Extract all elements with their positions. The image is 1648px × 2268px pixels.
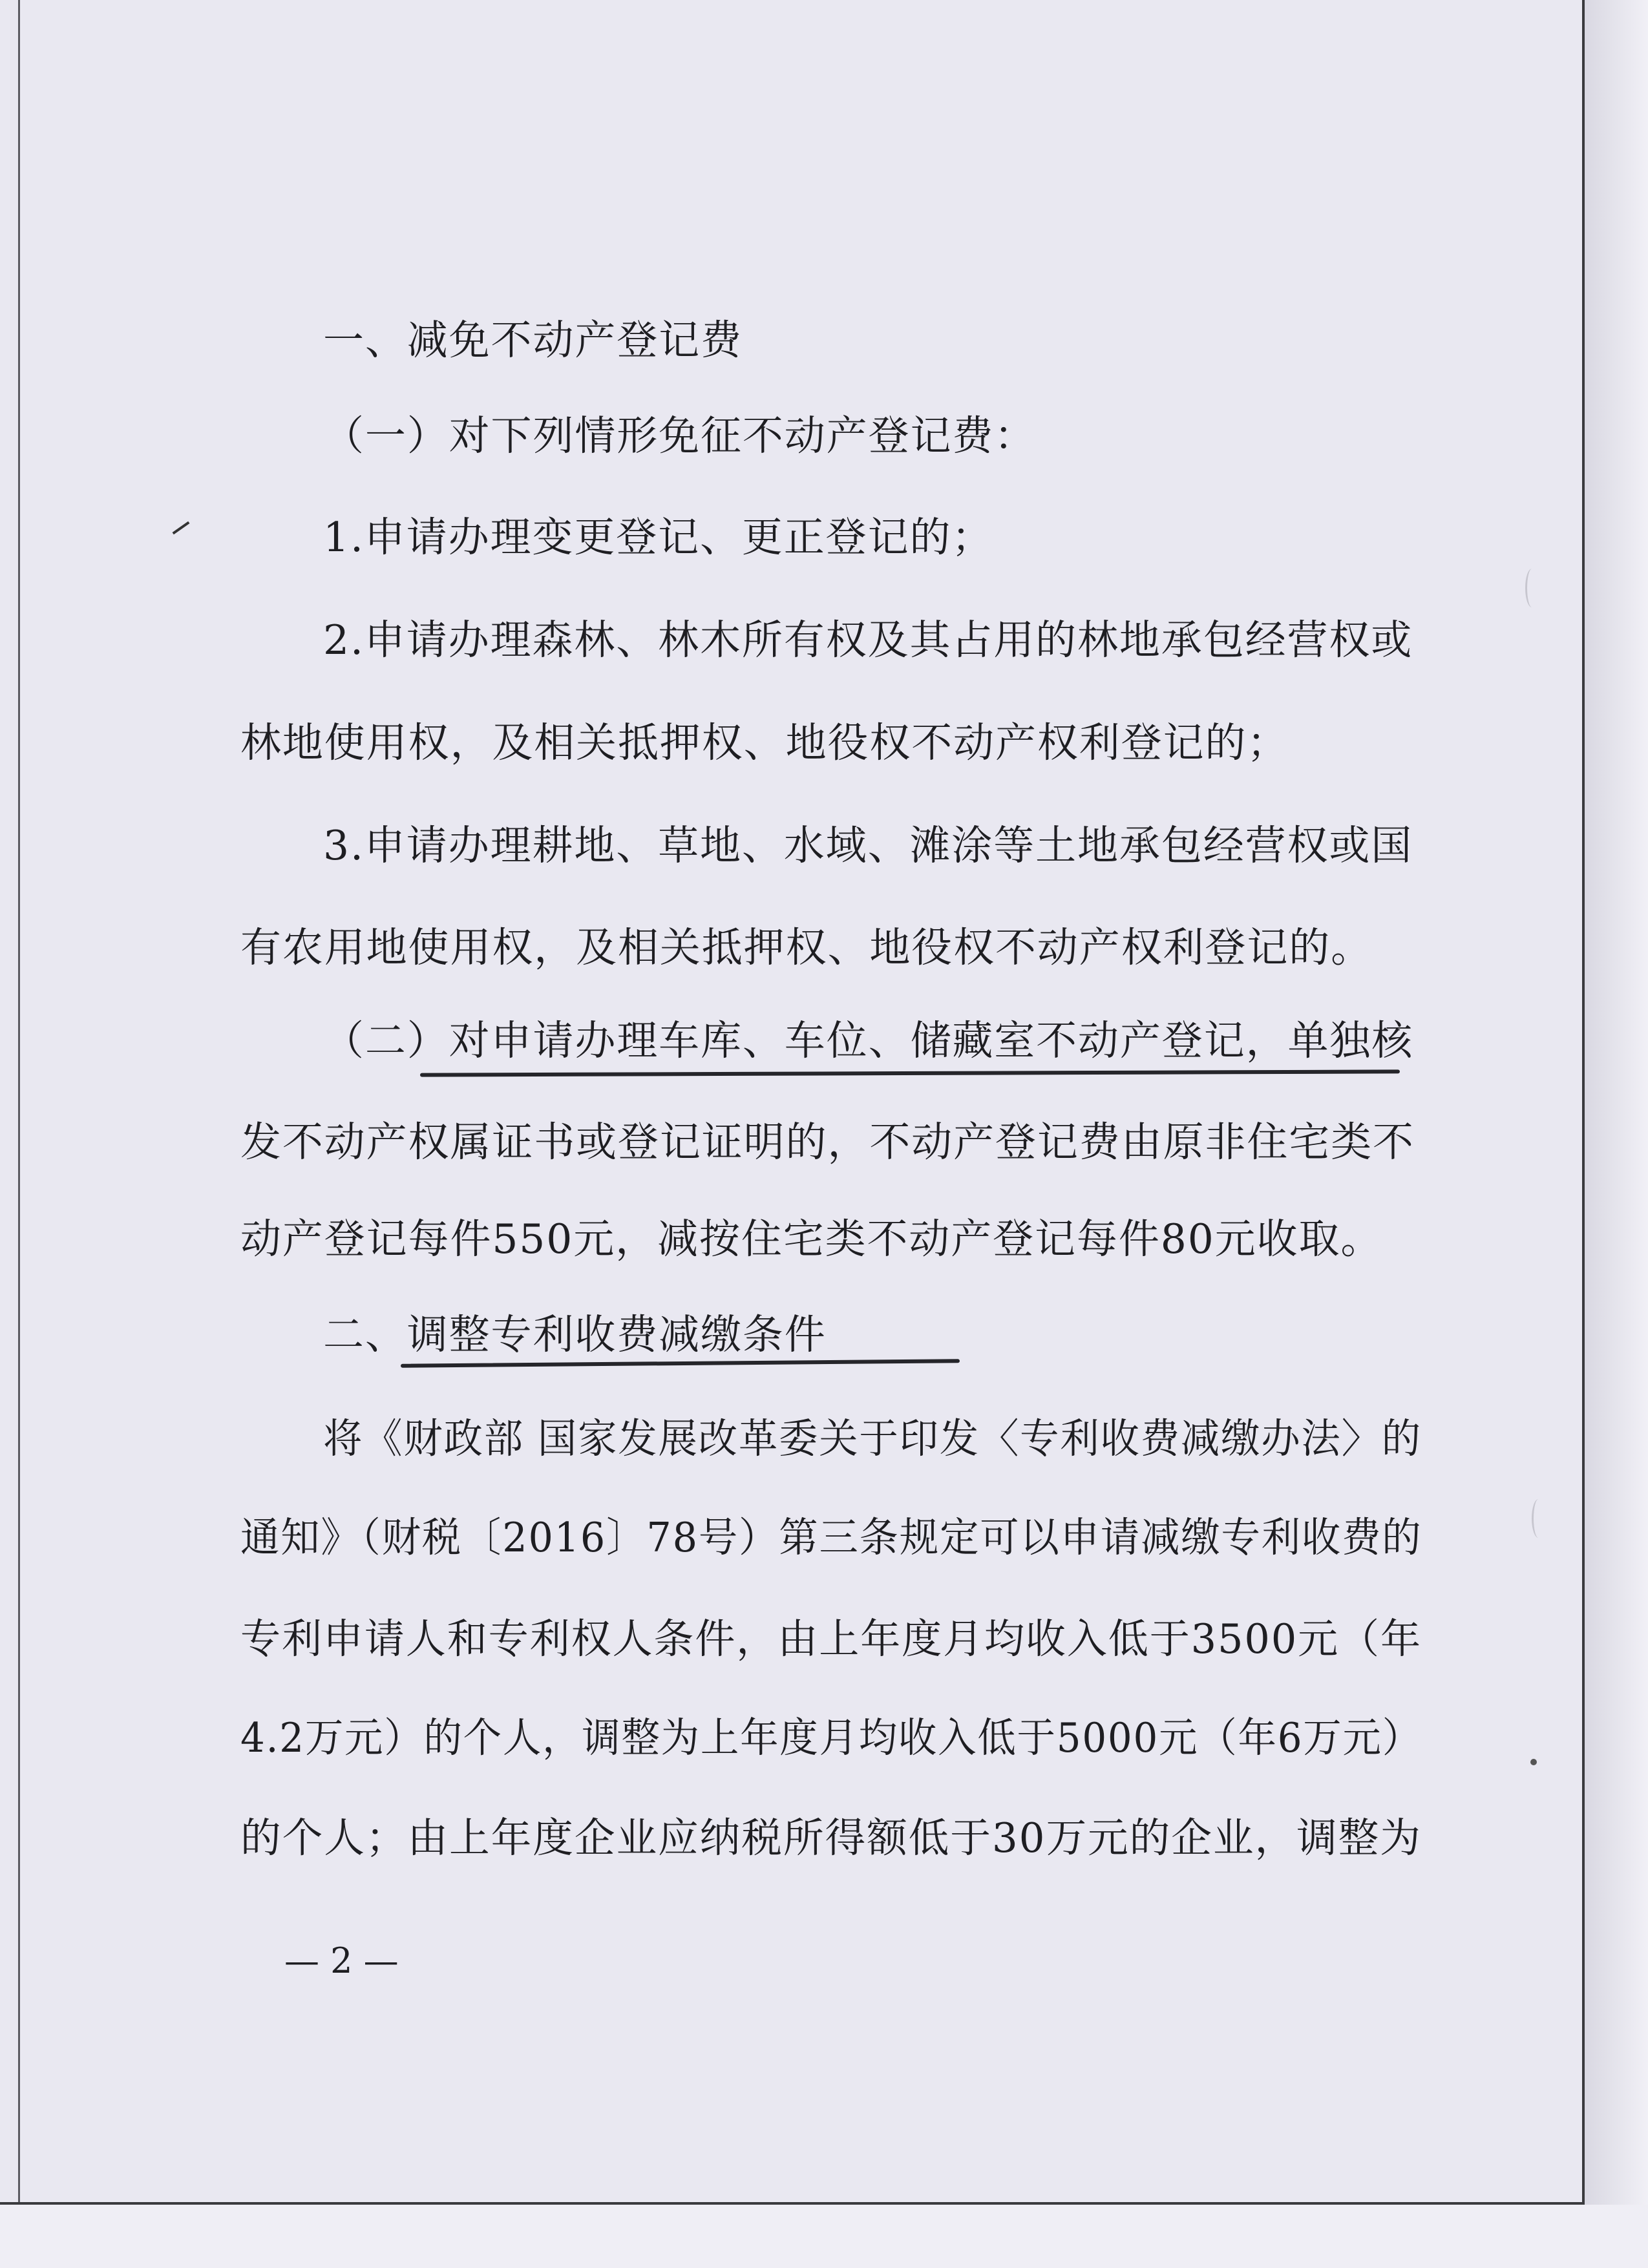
paper-crease-mark: [1532, 1499, 1545, 1538]
paragraph-line: 动产登记每件550元，减按住宅类不动产登记每件80元收取。: [240, 1215, 1383, 1263]
paragraph-line: 发不动产权属证书或登记证明的，不动产登记费由原非住宅类不: [240, 1118, 1415, 1166]
section-heading-1: 一、减免不动产登记费: [323, 317, 743, 364]
paper-speck: [1530, 1759, 1537, 1765]
page-left-border: [18, 0, 20, 2203]
paragraph-line: 3.申请办理耕地、草地、水域、滩涂等土地承包经营权或国: [323, 822, 1413, 869]
paragraph-line: 1.申请办理变更登记、更正登记的；: [323, 514, 994, 561]
subsection-heading-1: （一）对下列情形免征不动产登记费：: [323, 412, 1037, 459]
paragraph-line: 的个人；由上年度企业应纳税所得额低于30万元的企业，调整为: [240, 1814, 1422, 1862]
scan-margin-right: [1585, 0, 1648, 2268]
paragraph-line: 将《财政部 国家发展改革委关于印发〈专利收费减缴办法〉的: [323, 1415, 1422, 1462]
paragraph-line: 2.申请办理森林、林木所有权及其占用的林地承包经营权或: [323, 616, 1413, 664]
paragraph-line: 通知》（财税〔2016〕78号）第三条规定可以申请减缴专利收费的: [240, 1514, 1422, 1561]
section-heading-2: 二、调整专利收费减缴条件: [323, 1311, 827, 1358]
pen-tick-mark: [173, 521, 190, 534]
subsection-heading-2: （二）对申请办理车库、车位、储藏室不动产登记，单独核: [323, 1017, 1414, 1064]
page-number: — 2 —: [284, 1940, 399, 1981]
paragraph-line: 林地使用权，及相关抵押权、地役权不动产权利登记的；: [240, 719, 1289, 766]
paragraph-line: 4.2万元）的个人，调整为上年度月均收入低于5000元（年6万元）: [240, 1714, 1422, 1761]
paragraph-line: 专利申请人和专利权人条件，由上年度月均收入低于3500元（年: [240, 1615, 1422, 1663]
handwritten-underline: [420, 1069, 1400, 1076]
paper-crease-mark: [1525, 569, 1539, 607]
scan-margin-bottom: [0, 2205, 1648, 2268]
paragraph-line: 有农用地使用权，及相关抵押权、地役权不动产权利登记的。: [240, 924, 1373, 971]
